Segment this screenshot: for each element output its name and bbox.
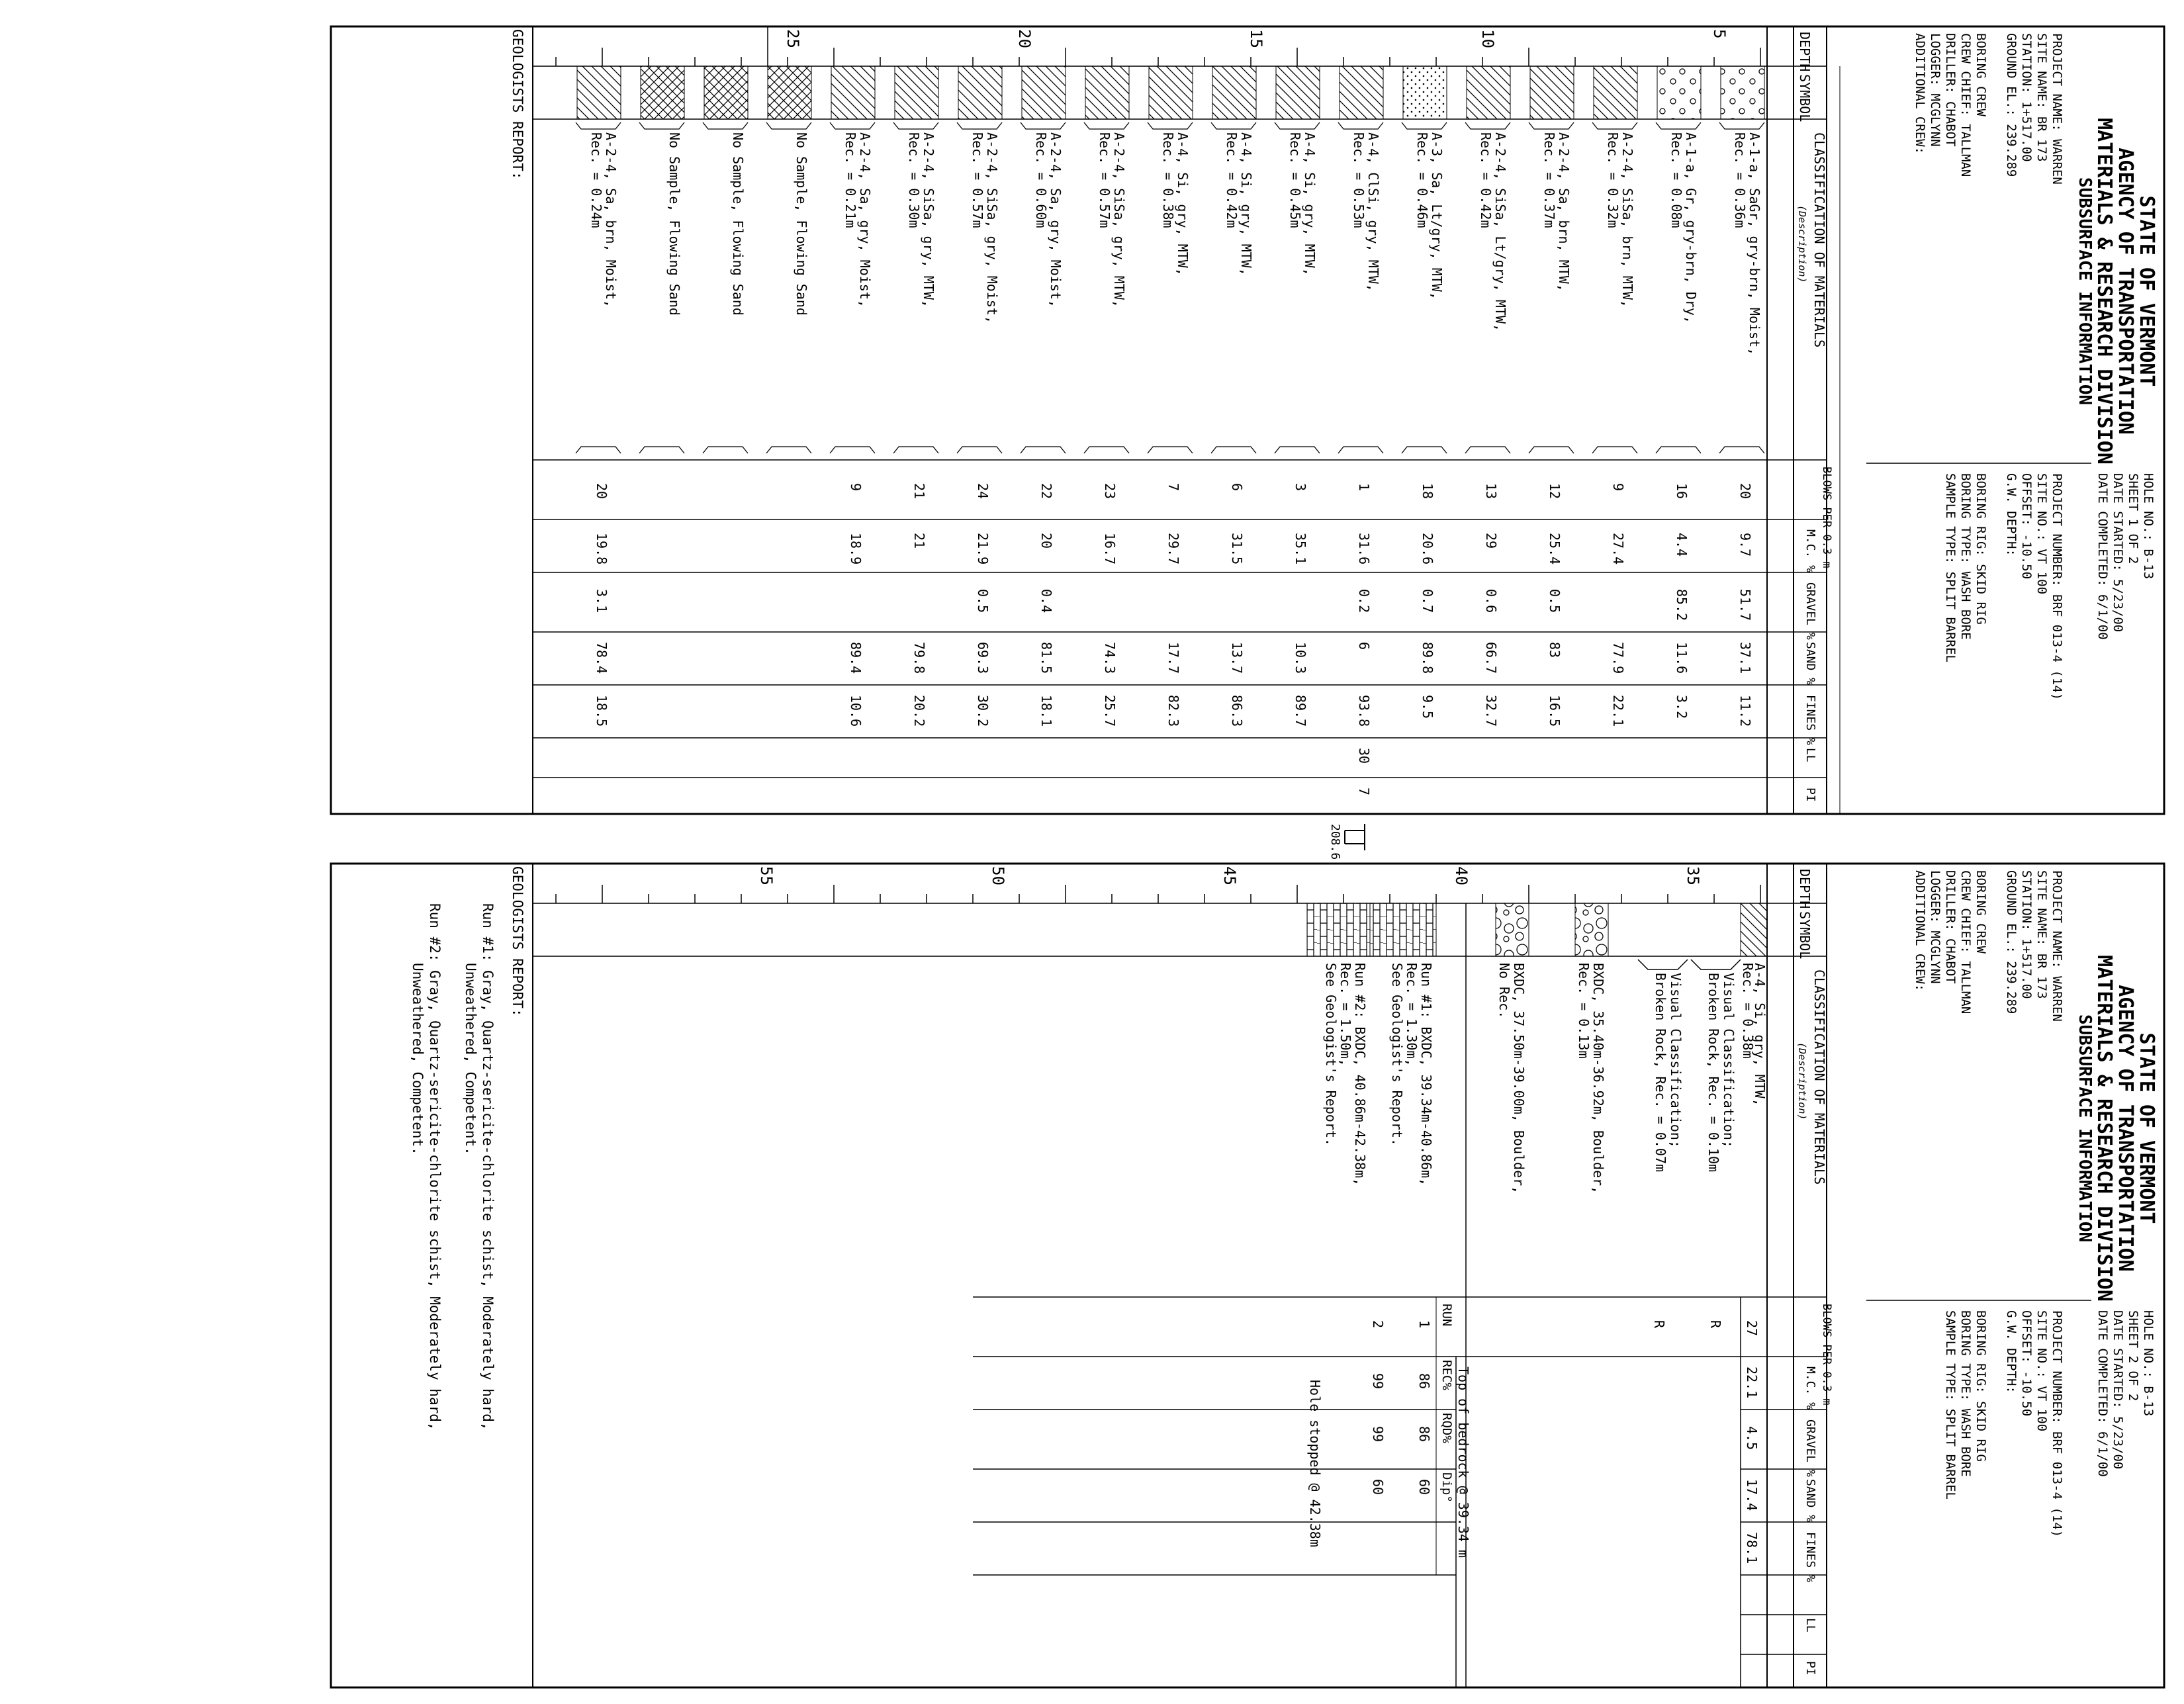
- gravel-value: 51.7: [1737, 589, 1753, 621]
- header-left-info: [1913, 870, 2064, 1022]
- run-number: 2: [1370, 1320, 1386, 1329]
- fines-value: 9.5: [1420, 695, 1435, 719]
- refusal-marker: R: [1651, 1320, 1667, 1329]
- depth-label: 55: [757, 866, 776, 885]
- recovery-text: Rec. = 0.53m: [1351, 132, 1367, 228]
- classification-text: A-2-4, Sa, brn, Moist,: [603, 132, 619, 308]
- mc-value: 20: [1038, 533, 1054, 549]
- header-left-line: CREW CHIEF: TALLMAN: [1958, 870, 1973, 1014]
- header-title-line-3: MATERIALS & RESEARCH DIVISION: [2093, 118, 2116, 465]
- header-right-line: SITE NO.: VT 100: [2034, 1310, 2049, 1432]
- visual-classification-line: Broken Rock, Rec. = 0.10m: [1706, 973, 1721, 1173]
- header-left-line: ADDITIONAL CREW:: [1913, 870, 1927, 992]
- header-left-line: STATION: 1+517.00: [2019, 870, 2034, 999]
- header-right-line: OFFSET: -10.50: [2019, 1310, 2034, 1417]
- fines-value: 78.1: [1744, 1532, 1760, 1564]
- col-description-header: (Description): [1796, 1042, 1808, 1120]
- sand-value: 66.7: [1483, 642, 1499, 674]
- blows-value: 3: [1293, 483, 1308, 492]
- fines-value: 20.2: [911, 695, 927, 727]
- depth-label: 50: [989, 866, 1007, 885]
- geologists-report-line: Unweathered, Competent.: [463, 963, 478, 1155]
- blows-value: 18: [1420, 483, 1435, 500]
- col-pi-header: PI: [1803, 1661, 1817, 1676]
- rqd-value: 86: [1416, 1426, 1432, 1443]
- sample-row: [1656, 66, 1701, 719]
- sample-row: [766, 66, 811, 453]
- header-left-line: CREW CHIEF: TALLMAN: [1958, 33, 1973, 177]
- sheet-1: [331, 26, 2164, 814]
- classification-text: A-2-4, Sa, gry, Moist,: [1048, 132, 1064, 308]
- soil-symbol: [1212, 66, 1256, 119]
- mc-value: 35.1: [1293, 533, 1308, 565]
- sample-row: [1211, 66, 1256, 727]
- col-ll-header: LL: [1803, 748, 1817, 762]
- depth-label: 15: [1247, 29, 1265, 48]
- run-description: Rec. = 1.30m,: [1404, 963, 1420, 1067]
- recovery-text: Rec. = 0.60m: [1033, 132, 1049, 228]
- blows-value: 16: [1674, 483, 1690, 500]
- sample-row: [957, 66, 1002, 727]
- header-left-line: GROUND EL.: 239.289: [2004, 33, 2019, 177]
- soil-symbol: [1530, 66, 1574, 119]
- header-title-line-2: AGENCY OF TRANSPORTATION: [2114, 148, 2137, 435]
- classification-text: A-4, Si, gry, MTW,: [1175, 132, 1191, 276]
- pile-tip-icon: [1345, 824, 1365, 850]
- header-title-line-1: STATE OF VERMONT: [2135, 1032, 2158, 1224]
- col-depth-header: DEPTH: [1797, 869, 1813, 909]
- sample-row: [830, 66, 875, 727]
- soil-symbol: [1721, 66, 1764, 119]
- sample-row: [1719, 66, 1764, 727]
- depth-label: 25: [784, 29, 802, 48]
- boulder-recovery: No Rec.: [1496, 963, 1512, 1019]
- blows-value: 12: [1547, 483, 1563, 500]
- visual-classification-line: Visual Classification;: [1721, 973, 1737, 1148]
- header-right-line: SHEET 2 OF 2: [2126, 1310, 2140, 1402]
- sand-value: 89.4: [848, 642, 864, 674]
- classification-text: A-2-4, SiSa, Lt/gry, MTW,: [1492, 132, 1508, 332]
- sand-value: 17.7: [1165, 642, 1181, 674]
- classification-text: A-1-a, SaGr, gry-brn, Moist,: [1747, 132, 1762, 356]
- mc-value: 9.7: [1737, 533, 1753, 557]
- fines-value: 11.2: [1737, 695, 1753, 727]
- header-right-line: BORING TYPE: WASH BORE: [1958, 473, 1973, 640]
- header-left-line: LOGGER: MCGLYNN: [1928, 870, 1942, 984]
- gravel-value: 0.4: [1038, 589, 1054, 613]
- header-left-line: STATION: 1+517.00: [2019, 33, 2034, 162]
- run-description: Rec. = 1.50m,: [1338, 963, 1353, 1067]
- depth-label: 10: [1479, 29, 1497, 48]
- blows-value: 24: [975, 483, 991, 500]
- blows-value: 1: [1356, 483, 1372, 492]
- recovery-text: Rec. = 0.57m: [970, 132, 985, 228]
- mc-value: 21: [911, 533, 927, 549]
- recovery-text: Rec. = 0.57m: [1097, 132, 1113, 228]
- header-left-line: DRILLER: CHABOT: [1943, 33, 1958, 147]
- soil-symbol: [831, 66, 875, 119]
- depth-label: 20: [1015, 29, 1034, 48]
- fines-value: 22.1: [1610, 695, 1626, 727]
- col-gravel-header: GRAVEL %: [1803, 1419, 1817, 1477]
- sand-value: 77.9: [1610, 642, 1626, 674]
- gravel-value: 0.2: [1356, 589, 1372, 613]
- header-right-info: [1943, 473, 2156, 700]
- visual-classification-line: Broken Rock, Rec. = 0.07m: [1653, 973, 1668, 1173]
- dip-value: 60: [1370, 1479, 1386, 1496]
- classification-text: A-4, ClSi, gry, MTW,: [1365, 132, 1381, 292]
- depth-label: 40: [1452, 866, 1471, 885]
- mc-value: 27.4: [1610, 533, 1626, 565]
- sample-rows: [576, 66, 1764, 795]
- sample-row: [1275, 66, 1320, 727]
- sand-value: 13.7: [1229, 642, 1245, 674]
- column-headers: [1796, 869, 1833, 1676]
- header-right-info: [1943, 1310, 2156, 1537]
- blows-value: 20: [594, 483, 610, 500]
- fines-value: 25.7: [1102, 695, 1118, 727]
- classification-text: A-2-4, Sa, gry, Moist,: [857, 132, 873, 308]
- rec-value: 86: [1416, 1373, 1432, 1390]
- rec-value: 99: [1370, 1373, 1386, 1390]
- sample-row: [1338, 66, 1383, 795]
- fines-value: 86.3: [1229, 695, 1245, 727]
- classification-text: A-2-4, Sa, brn, MTW,: [1556, 132, 1572, 292]
- sand-value: 37.1: [1737, 642, 1753, 674]
- classification-text: A-2-4, SiSa, gry, MTW,: [921, 132, 936, 308]
- sand-value: 69.3: [975, 642, 991, 674]
- elevation-marker: [1328, 824, 1365, 860]
- sheet-2: [331, 864, 2164, 1687]
- blows-value: 23: [1102, 483, 1118, 500]
- header-left-line: SITE NAME: BR 173: [2034, 33, 2049, 162]
- recovery-text: Rec. = 0.30m: [906, 132, 922, 228]
- depth-label: 35: [1684, 866, 1702, 885]
- mc-value: 31.5: [1229, 533, 1245, 565]
- soil-symbol: [958, 66, 1002, 119]
- boulder-recovery: Rec. = 0.13m: [1576, 963, 1592, 1059]
- blows-value: 20: [1737, 483, 1753, 500]
- mc-value: 29.7: [1165, 533, 1181, 565]
- boulder-symbol: [1496, 903, 1529, 956]
- fines-value: 16.5: [1547, 695, 1563, 727]
- gravel-value: 0.5: [1547, 589, 1563, 613]
- header-title-line-2: AGENCY OF TRANSPORTATION: [2114, 985, 2137, 1272]
- soil-symbol: [1085, 66, 1129, 119]
- soil-symbol: [641, 66, 684, 119]
- header-right-line: DATE STARTED: 5/23/00: [2111, 1310, 2125, 1470]
- boulder-symbol: [1575, 903, 1608, 956]
- recovery-text: Rec. = 0.32m: [1605, 132, 1621, 228]
- header-right-line: SAMPLE TYPE: SPLIT BARREL: [1943, 1310, 1958, 1500]
- blows-value: 9: [848, 483, 864, 492]
- col-classification-header: CLASSIFICATION OF MATERIALS: [1811, 969, 1827, 1185]
- soil-symbol-silt: [1741, 903, 1767, 956]
- mc-value: 25.4: [1547, 533, 1563, 565]
- depth-scale: [556, 866, 1760, 903]
- classification-text: A-2-4, SiSa, gry, Moist,: [984, 132, 1000, 324]
- header-left-line: BORING CREW: [1974, 33, 1988, 116]
- header-right-line: G.W. DEPTH:: [2004, 473, 2019, 557]
- visual-classification-line: Visual Classification;: [1668, 973, 1684, 1148]
- gravel-value: 85.2: [1674, 589, 1690, 621]
- soil-symbol: [895, 66, 938, 119]
- sand-value: 83: [1547, 642, 1563, 658]
- sample-row: [1021, 66, 1066, 727]
- fines-value: 3.2: [1674, 695, 1690, 719]
- mc-value: 21.9: [975, 533, 991, 565]
- header-left-line: PROJECT NAME: WARREN: [2050, 33, 2064, 185]
- sand-value: 10.3: [1293, 642, 1308, 674]
- sample-row: [1148, 66, 1193, 727]
- recovery-text: Rec. = 0.42m: [1478, 132, 1494, 228]
- header-right-line: BORING TYPE: WASH BORE: [1958, 1310, 1973, 1477]
- classification-text: A-4, Si, gry, MTW,: [1302, 132, 1318, 276]
- gravel-value: 4.5: [1744, 1426, 1760, 1451]
- refusal-marker: R: [1707, 1320, 1723, 1329]
- bedrock-symbol: [1307, 903, 1370, 956]
- header-title-line-4: SUBSURFACE INFORMATION: [2075, 177, 2095, 406]
- run-description: Run #1: BXDC, 39.34m-40.86m,: [1418, 963, 1434, 1187]
- header-left-line: SITE NAME: BR 173: [2034, 870, 2049, 999]
- classification-text: No Sample, Flowing Sand: [666, 132, 682, 316]
- header-right-line: HOLE NO.: B-13: [2141, 1310, 2156, 1417]
- sample-row: [1402, 66, 1447, 719]
- rec-col-header: REC%: [1439, 1360, 1454, 1390]
- depth-scale: [533, 26, 1767, 66]
- pi-value: 7: [1356, 787, 1372, 796]
- header-left-line: LOGGER: MCGLYNN: [1928, 33, 1942, 147]
- col-fines-header: FINES %: [1803, 695, 1817, 745]
- soil-symbol: [1594, 66, 1637, 119]
- gravel-value: 3.1: [594, 589, 610, 613]
- sample-row: [893, 66, 938, 727]
- classification-text: A-1-a, Gr, gry-brn, Dry,: [1683, 132, 1699, 324]
- soil-symbol: [768, 66, 811, 119]
- header-left-info: [1913, 33, 2064, 185]
- soil-symbol: [1276, 66, 1320, 119]
- soil-symbol: [1022, 66, 1066, 119]
- header-right-line: HOLE NO.: B-13: [2141, 473, 2156, 580]
- col-blows-header: BLOWS PER 0.3 m: [1820, 467, 1833, 568]
- col-symbol-header: SYMBOL: [1797, 74, 1813, 122]
- recovery-text: Rec. = 0.24m: [588, 132, 604, 228]
- sample-row: [703, 66, 748, 453]
- soil-symbol: [1403, 66, 1447, 119]
- geologists-report-line: Run #2: Gray, Quartz-sericite-chlorite schist, Moderately hard,: [427, 903, 443, 1431]
- soil-symbol: [1657, 66, 1701, 119]
- recovery-text: Rec. = 0.42m: [1224, 132, 1240, 228]
- col-gravel-header: GRAVEL %: [1803, 582, 1817, 640]
- header-left-line: BORING CREW: [1974, 870, 1988, 954]
- blows-value: 13: [1483, 483, 1499, 500]
- header-title-line-4: SUBSURFACE INFORMATION: [2075, 1014, 2095, 1243]
- sand-value: 17.4: [1744, 1479, 1760, 1511]
- classification-text: A-4, Si, gry, MTW,: [1752, 963, 1768, 1106]
- soil-symbol: [1149, 66, 1193, 119]
- blows-value: 22: [1038, 483, 1054, 500]
- col-ll-header: LL: [1803, 1618, 1817, 1633]
- header-right-line: BORING RIG: SKID RIG: [1974, 473, 1988, 625]
- recovery-text: Rec. = 0.38m: [1740, 963, 1756, 1059]
- fines-value: 18.1: [1038, 695, 1054, 727]
- fines-value: 18.5: [594, 695, 610, 727]
- blows-value: 6: [1229, 483, 1245, 492]
- header-left-line: ADDITIONAL CREW:: [1913, 33, 1927, 155]
- geologists-report-line: Run #1: Gray, Quartz-sericite-chlorite schist, Moderately hard,: [480, 903, 496, 1431]
- sand-value: 11.6: [1674, 642, 1690, 674]
- dip-col-header: Dip°: [1439, 1472, 1454, 1503]
- recovery-text: Rec. = 0.38m: [1160, 132, 1176, 228]
- header-left-line: GROUND EL.: 239.289: [2004, 870, 2019, 1014]
- recovery-text: Rec. = 0.36m: [1732, 132, 1748, 228]
- header-right-line: SITE NO.: VT 100: [2034, 473, 2049, 595]
- recovery-text: Rec. = 0.37m: [1541, 132, 1557, 228]
- mc-value: 4.4: [1674, 533, 1690, 557]
- soil-symbol: [1340, 66, 1383, 119]
- classification-text: No Sample, Flowing Sand: [794, 132, 809, 316]
- col-description-header: (Description): [1796, 205, 1808, 283]
- depth-label: 45: [1220, 866, 1239, 885]
- geologists-report-line: Unweathered, Competent.: [410, 963, 426, 1155]
- recovery-text: Rec. = 0.21m: [842, 132, 858, 228]
- mc-value: 22.1: [1744, 1367, 1760, 1399]
- sand-value: 81.5: [1038, 642, 1054, 674]
- run-col-header: RUN: [1439, 1304, 1454, 1327]
- header-right-line: PROJECT NUMBER: BRF 013-4 (14): [2050, 1310, 2064, 1538]
- sand-value: 6: [1356, 642, 1372, 650]
- sand-value: 78.4: [594, 642, 610, 674]
- run-description: Run #2: BXDC, 40.86m-42.38m,: [1352, 963, 1368, 1187]
- depth-label: 5: [1710, 29, 1729, 39]
- soil-symbol: [577, 66, 621, 119]
- soil-symbol: [1467, 66, 1510, 119]
- header-left-line: PROJECT NAME: WARREN: [2050, 870, 2064, 1022]
- mc-value: 19.8: [594, 533, 610, 565]
- header-title-line-3: MATERIALS & RESEARCH DIVISION: [2093, 955, 2116, 1302]
- col-blows-header: BLOWS PER 0.3 m: [1820, 1304, 1833, 1406]
- fines-value: 82.3: [1165, 695, 1181, 727]
- sand-value: 89.8: [1420, 642, 1435, 674]
- header-right-line: G.W. DEPTH:: [2004, 1310, 2019, 1394]
- col-symbol-header: SYMBOL: [1797, 911, 1813, 960]
- run-number: 1: [1416, 1320, 1432, 1329]
- gravel-value: 0.5: [975, 589, 991, 613]
- classification-text: A-3, Sa, Lt/gry, MTW,: [1429, 132, 1445, 300]
- hole-stopped-note: Hole stopped @ 42.38m: [1307, 1380, 1323, 1547]
- mc-value: 16.7: [1102, 533, 1118, 565]
- sand-value: 79.8: [911, 642, 927, 674]
- sample-row: [1084, 66, 1129, 727]
- recovery-text: Rec. = 0.46m: [1414, 132, 1430, 228]
- header-title-line-1: STATE OF VERMONT: [2135, 195, 2158, 387]
- rqd-col-header: RQD%: [1439, 1413, 1454, 1443]
- classification-text: A-2-4, SiSa, gry, MTW,: [1111, 132, 1127, 308]
- sample-row: [1465, 66, 1510, 727]
- col-sand-header: SAND %: [1803, 1479, 1817, 1523]
- sample-row: [1592, 66, 1637, 727]
- top-of-bedrock-note: Top of bedrock @ 39.34 m: [1455, 1367, 1471, 1558]
- header-right-line: SHEET 1 OF 2: [2126, 473, 2140, 564]
- geologists-report-label: GEOLOGISTS REPORT:: [510, 29, 525, 180]
- bedrock-symbol: [1370, 903, 1436, 956]
- fines-value: 32.7: [1483, 695, 1499, 727]
- rqd-value: 99: [1370, 1426, 1386, 1443]
- sample-row: [576, 66, 621, 727]
- blows-value: 9: [1610, 483, 1626, 492]
- run-description: See Geologist's Report.: [1323, 963, 1339, 1146]
- boulder-description: BXDC, 35.40m-36.92m, Boulder,: [1590, 963, 1606, 1194]
- boulder-description: BXDC, 37.50m-39.00m, Boulder,: [1511, 963, 1527, 1194]
- mc-value: 29: [1483, 533, 1499, 549]
- classification-text: A-4, Si, gry, MTW,: [1238, 132, 1254, 276]
- col-mc-header: M.C. %: [1803, 1367, 1817, 1410]
- mc-value: 31.6: [1356, 533, 1372, 565]
- header-right-line: SAMPLE TYPE: SPLIT BARREL: [1943, 473, 1958, 662]
- soil-symbol: [704, 66, 748, 119]
- elevation-value: 208.6: [1328, 824, 1342, 860]
- column-headers: [1796, 32, 1833, 802]
- sample-row: [639, 66, 684, 453]
- classification-text: No Sample, Flowing Sand: [730, 132, 746, 316]
- classification-text: A-2-4, SiSa, brn, MTW,: [1619, 132, 1635, 308]
- col-sand-header: SAND %: [1803, 642, 1817, 686]
- col-fines-header: FINES %: [1803, 1532, 1817, 1582]
- recovery-text: Rec. = 0.08m: [1668, 132, 1684, 228]
- header-right-line: PROJECT NUMBER: BRF 013-4 (14): [2050, 473, 2064, 701]
- fines-value: 89.7: [1293, 695, 1308, 727]
- recovery-text: Rec. = 0.45m: [1287, 132, 1303, 228]
- dip-value: 60: [1416, 1479, 1432, 1496]
- blows-value: 7: [1165, 483, 1181, 492]
- gravel-value: 0.6: [1483, 589, 1499, 613]
- mc-value: 20.6: [1420, 533, 1435, 565]
- fines-value: 93.8: [1356, 695, 1372, 727]
- gravel-value: 0.7: [1420, 589, 1435, 613]
- header-right-line: DATE STARTED: 5/23/00: [2111, 473, 2125, 633]
- col-depth-header: DEPTH: [1797, 32, 1813, 72]
- header-right-line: DATE COMPLETED: 6/1/00: [2095, 473, 2110, 640]
- mc-value: 18.9: [848, 533, 864, 565]
- col-pi-header: PI: [1803, 787, 1817, 802]
- blows-value: 21: [911, 483, 927, 500]
- blows-value: 27: [1744, 1320, 1760, 1337]
- header-right-line: BORING RIG: SKID RIG: [1974, 1310, 1988, 1462]
- fines-value: 30.2: [975, 695, 991, 727]
- ll-value: 30: [1356, 748, 1372, 764]
- sample-row: [1529, 66, 1574, 727]
- fines-value: 10.6: [848, 695, 864, 727]
- header-left-line: DRILLER: CHABOT: [1943, 870, 1958, 984]
- header-right-line: OFFSET: -10.50: [2019, 473, 2034, 580]
- geologists-report-label: GEOLOGISTS REPORT:: [510, 866, 525, 1017]
- col-classification-header: CLASSIFICATION OF MATERIALS: [1811, 132, 1827, 348]
- col-mc-header: M.C. %: [1803, 529, 1817, 573]
- run-description: See Geologist's Report.: [1389, 963, 1405, 1146]
- header-right-line: DATE COMPLETED: 6/1/00: [2095, 1310, 2110, 1477]
- sand-value: 74.3: [1102, 642, 1118, 674]
